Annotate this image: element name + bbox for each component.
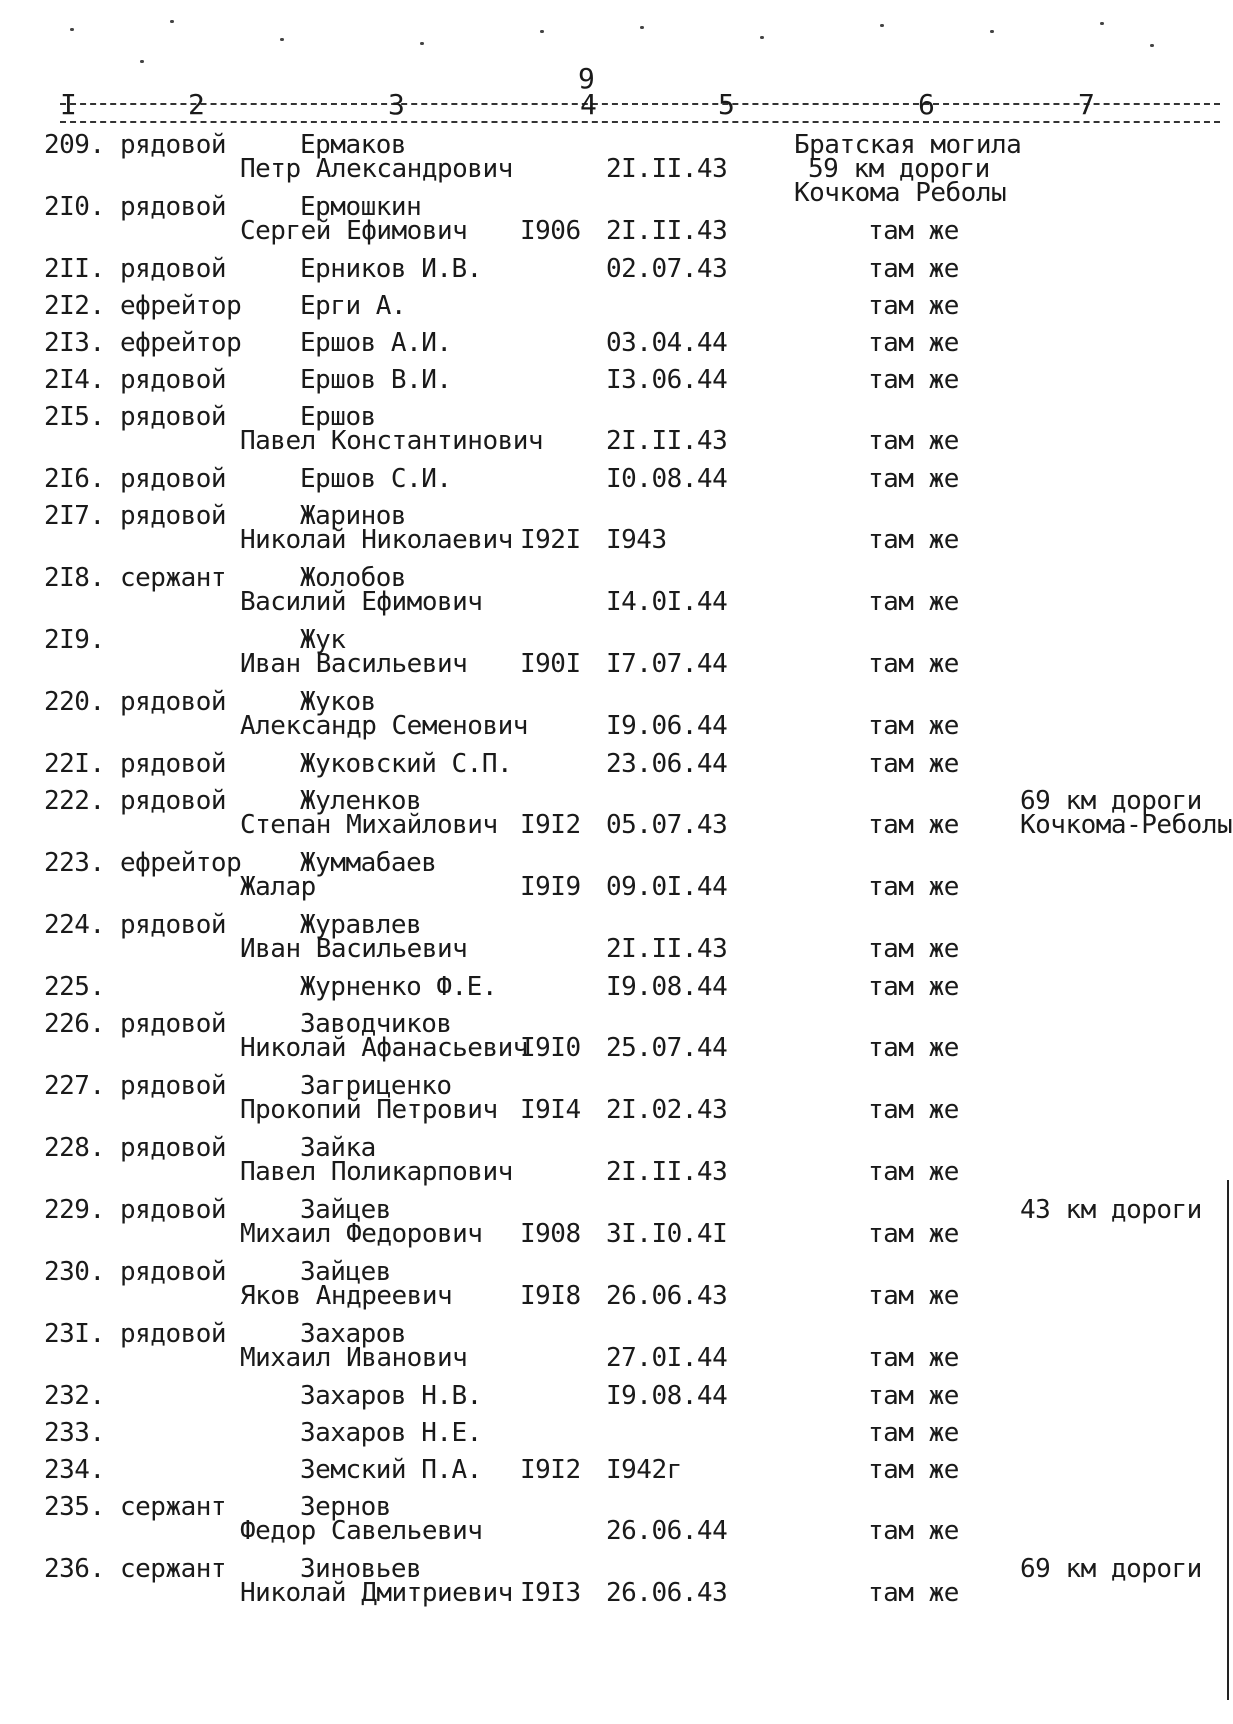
record-surname: Жаринов (300, 501, 407, 531)
record-given-name: Николай Дмитриевич (240, 1578, 513, 1608)
record-burial-place-line3: Кочкома Реболы (794, 178, 1007, 208)
scan-speck (540, 30, 544, 33)
record-number: 232. (44, 1381, 105, 1411)
record-burial-place: там же (868, 1157, 959, 1187)
record-death-date: 26.06.43 (606, 1578, 728, 1608)
column-header-4: 4 (580, 88, 597, 121)
record-burial-place: там же (868, 587, 959, 617)
record-number: 223. (44, 848, 105, 878)
record-burial-place: там же (868, 426, 959, 456)
record-burial-place: там же (868, 649, 959, 679)
record-surname: Журавлев (300, 910, 422, 940)
record-death-date: I3.06.44 (606, 365, 728, 395)
record-number: 2I6. (44, 464, 105, 494)
record-rank: рядовой (120, 254, 227, 284)
column-header-3: 3 (388, 88, 405, 121)
record-number: 2I8. (44, 563, 105, 593)
record-number: 2I3. (44, 328, 105, 358)
record-given-name: Сергей Ефимович (240, 216, 468, 246)
record-burial-place: там же (868, 810, 959, 840)
record-death-date: 2I.II.43 (606, 154, 728, 184)
record-rank: сержант (120, 1554, 227, 1584)
record-number: 236. (44, 1554, 105, 1584)
record-rank: рядовой (120, 1257, 227, 1287)
record-number: 220. (44, 687, 105, 717)
record-surname: Захаров Н.Е. (300, 1418, 482, 1448)
record-burial-place: там же (868, 1455, 959, 1485)
record-birth-year: I9I3 (520, 1578, 581, 1608)
record-rank: рядовой (120, 1319, 227, 1349)
record-burial-place: там же (868, 254, 959, 284)
record-surname: Жуковский С.П. (300, 749, 513, 779)
record-burial-place: там же (868, 216, 959, 246)
record-number: 225. (44, 972, 105, 1002)
record-burial-place: там же (868, 291, 959, 321)
record-death-date: I7.07.44 (606, 649, 728, 679)
record-given-name: Михаил Федорович (240, 1219, 483, 1249)
record-number: 2I7. (44, 501, 105, 531)
record-surname: Ерги А. (300, 291, 407, 321)
record-surname: Журненко Ф.Е. (300, 972, 497, 1002)
record-burial-place: там же (868, 872, 959, 902)
record-burial-place: там же (868, 1033, 959, 1063)
record-surname: Ершов А.И. (300, 328, 452, 358)
scan-speck (280, 38, 284, 41)
record-rank: рядовой (120, 786, 227, 816)
record-death-date: I9.08.44 (606, 972, 728, 1002)
record-number: 233. (44, 1418, 105, 1448)
record-death-date: 27.0I.44 (606, 1343, 728, 1373)
record-death-date: 2I.II.43 (606, 426, 728, 456)
record-note: 69 км дороги (1020, 1554, 1202, 1584)
header-bottom-rule (60, 121, 1220, 123)
scan-speck (880, 24, 884, 27)
record-number: 234. (44, 1455, 105, 1485)
record-given-name: Павел Поликарпович (240, 1157, 513, 1187)
record-death-date: 3I.I0.4I (606, 1219, 728, 1249)
record-surname: Жуленков (300, 786, 422, 816)
record-surname: Зайка (300, 1133, 376, 1163)
record-death-date: 2I.II.43 (606, 1157, 728, 1187)
record-burial-place: там же (868, 328, 959, 358)
record-given-name: Михаил Иванович (240, 1343, 468, 1373)
record-number: 209. (44, 130, 105, 160)
record-surname: Загриценко (300, 1071, 452, 1101)
record-burial-place: там же (868, 1418, 959, 1448)
record-rank: рядовой (120, 501, 227, 531)
record-rank: ефрейтор (120, 328, 242, 358)
record-rank: рядовой (120, 910, 227, 940)
record-surname: Зернов (300, 1492, 391, 1522)
record-birth-year: I9I2 (520, 810, 581, 840)
record-burial-place: там же (868, 1381, 959, 1411)
record-rank: рядовой (120, 464, 227, 494)
record-surname: Ерников И.В. (300, 254, 482, 284)
record-burial-place: там же (868, 972, 959, 1002)
record-burial-place: там же (868, 1095, 959, 1125)
record-given-name: Иван Васильевич (240, 649, 468, 679)
record-rank: рядовой (120, 1195, 227, 1225)
record-rank: рядовой (120, 130, 227, 160)
record-surname: Зиновьев (300, 1554, 422, 1584)
record-surname: Ершов (300, 402, 376, 432)
record-given-name: Жалар (240, 872, 316, 902)
record-number: 227. (44, 1071, 105, 1101)
record-death-date: 03.04.44 (606, 328, 728, 358)
record-given-name: Павел Константинович (240, 426, 544, 456)
record-surname: Ермаков (300, 130, 407, 160)
record-burial-place: там же (868, 749, 959, 779)
record-death-date: 26.06.44 (606, 1516, 728, 1546)
record-given-name: Николай Николаевич (240, 525, 513, 555)
record-number: 228. (44, 1133, 105, 1163)
column-header-2: 2 (188, 88, 205, 121)
record-birth-year: I9I9 (520, 872, 581, 902)
record-death-date: 25.07.44 (606, 1033, 728, 1063)
record-number: 226. (44, 1009, 105, 1039)
scan-speck (1150, 44, 1154, 47)
record-surname: Жуков (300, 687, 376, 717)
record-surname: Ершов В.И. (300, 365, 452, 395)
record-burial-place-line2: 59 км дороги (808, 154, 990, 184)
record-surname: Захаров Н.В. (300, 1381, 482, 1411)
record-birth-year: I9I0 (520, 1033, 581, 1063)
record-death-date: I9.06.44 (606, 711, 728, 741)
record-number: 222. (44, 786, 105, 816)
record-birth-year: I92I (520, 525, 581, 555)
column-header-6: 6 (918, 88, 935, 121)
record-death-date: 02.07.43 (606, 254, 728, 284)
record-rank: рядовой (120, 1009, 227, 1039)
record-death-date: I9.08.44 (606, 1381, 728, 1411)
scan-speck (760, 36, 764, 39)
record-note: 43 км дороги (1020, 1195, 1202, 1225)
record-death-date: I943 (606, 525, 667, 555)
record-death-date: 09.0I.44 (606, 872, 728, 902)
record-number: 2I2. (44, 291, 105, 321)
record-death-date: 2I.02.43 (606, 1095, 728, 1125)
record-birth-year: I9I2 (520, 1455, 581, 1485)
record-surname: Земский П.А. (300, 1455, 482, 1485)
record-number: 2I0. (44, 192, 105, 222)
record-given-name: Иван Васильевич (240, 934, 468, 964)
record-burial-place: там же (868, 711, 959, 741)
record-death-date: 2I.II.43 (606, 934, 728, 964)
record-note-line2: Кочкома-Реболы (1020, 810, 1233, 840)
record-number: 2II. (44, 254, 105, 284)
record-rank: рядовой (120, 402, 227, 432)
record-surname: Зайцев (300, 1195, 391, 1225)
record-birth-year: I90I (520, 649, 581, 679)
record-death-date: 05.07.43 (606, 810, 728, 840)
record-death-date: I4.0I.44 (606, 587, 728, 617)
record-death-date: 2I.II.43 (606, 216, 728, 246)
scan-speck (640, 26, 644, 29)
record-number: 23I. (44, 1319, 105, 1349)
record-rank: рядовой (120, 1071, 227, 1101)
record-rank: сержант (120, 563, 227, 593)
record-given-name: Прокопий Петрович (240, 1095, 498, 1125)
column-header-5: 5 (718, 88, 735, 121)
right-margin-line (1227, 1180, 1229, 1700)
record-surname: Жук (300, 625, 346, 655)
record-birth-year: I9I8 (520, 1281, 581, 1311)
scan-speck (170, 20, 174, 23)
page-number: 9 (578, 62, 595, 95)
record-surname: Захаров (300, 1319, 407, 1349)
record-surname: Ермошкин (300, 192, 422, 222)
record-number: 230. (44, 1257, 105, 1287)
record-rank: рядовой (120, 365, 227, 395)
record-rank: рядовой (120, 1133, 227, 1163)
record-death-date: 26.06.43 (606, 1281, 728, 1311)
record-note: 69 км дороги (1020, 786, 1202, 816)
scan-speck (70, 28, 74, 31)
record-rank: ефрейтор (120, 291, 242, 321)
record-rank: рядовой (120, 749, 227, 779)
record-given-name: Федор Савельевич (240, 1516, 483, 1546)
column-header-7: 7 (1078, 88, 1095, 121)
record-surname: Ершов С.И. (300, 464, 452, 494)
record-number: 2I5. (44, 402, 105, 432)
column-header-1: I (60, 88, 77, 121)
record-surname: Зайцев (300, 1257, 391, 1287)
record-burial-place: там же (868, 1219, 959, 1249)
record-burial-place: там же (868, 1281, 959, 1311)
record-given-name: Александр Семенович (240, 711, 528, 741)
record-birth-year: I906 (520, 216, 581, 246)
header-top-rule (60, 103, 1220, 105)
record-number: 235. (44, 1492, 105, 1522)
record-burial-place: там же (868, 365, 959, 395)
record-given-name: Николай Афанасьевич (240, 1033, 528, 1063)
record-given-name: Петр Александрович (240, 154, 513, 184)
record-surname: Заводчиков (300, 1009, 452, 1039)
scan-speck (1100, 22, 1104, 25)
record-burial-place: там же (868, 1516, 959, 1546)
record-given-name: Степан Михайлович (240, 810, 498, 840)
record-given-name: Яков Андреевич (240, 1281, 453, 1311)
record-birth-year: I908 (520, 1219, 581, 1249)
record-birth-year: I9I4 (520, 1095, 581, 1125)
record-burial-place: Братская могила (794, 130, 1022, 160)
record-surname: Жолобов (300, 563, 407, 593)
record-burial-place: там же (868, 525, 959, 555)
record-death-date: 23.06.44 (606, 749, 728, 779)
record-rank: ефрейтор (120, 848, 242, 878)
record-burial-place: там же (868, 1343, 959, 1373)
record-number: 229. (44, 1195, 105, 1225)
record-given-name: Василий Ефимович (240, 587, 483, 617)
scan-speck (990, 30, 994, 33)
record-burial-place: там же (868, 464, 959, 494)
record-rank: рядовой (120, 687, 227, 717)
record-surname: Жуммабаев (300, 848, 437, 878)
record-number: 22I. (44, 749, 105, 779)
record-rank: рядовой (120, 192, 227, 222)
record-death-date: I0.08.44 (606, 464, 728, 494)
record-number: 224. (44, 910, 105, 940)
record-burial-place: там же (868, 934, 959, 964)
record-number: 2I9. (44, 625, 105, 655)
scan-speck (140, 60, 144, 63)
record-rank: сержант (120, 1492, 227, 1522)
record-number: 2I4. (44, 365, 105, 395)
record-death-date: I942г (606, 1455, 682, 1485)
scan-speck (420, 42, 424, 45)
record-burial-place: там же (868, 1578, 959, 1608)
